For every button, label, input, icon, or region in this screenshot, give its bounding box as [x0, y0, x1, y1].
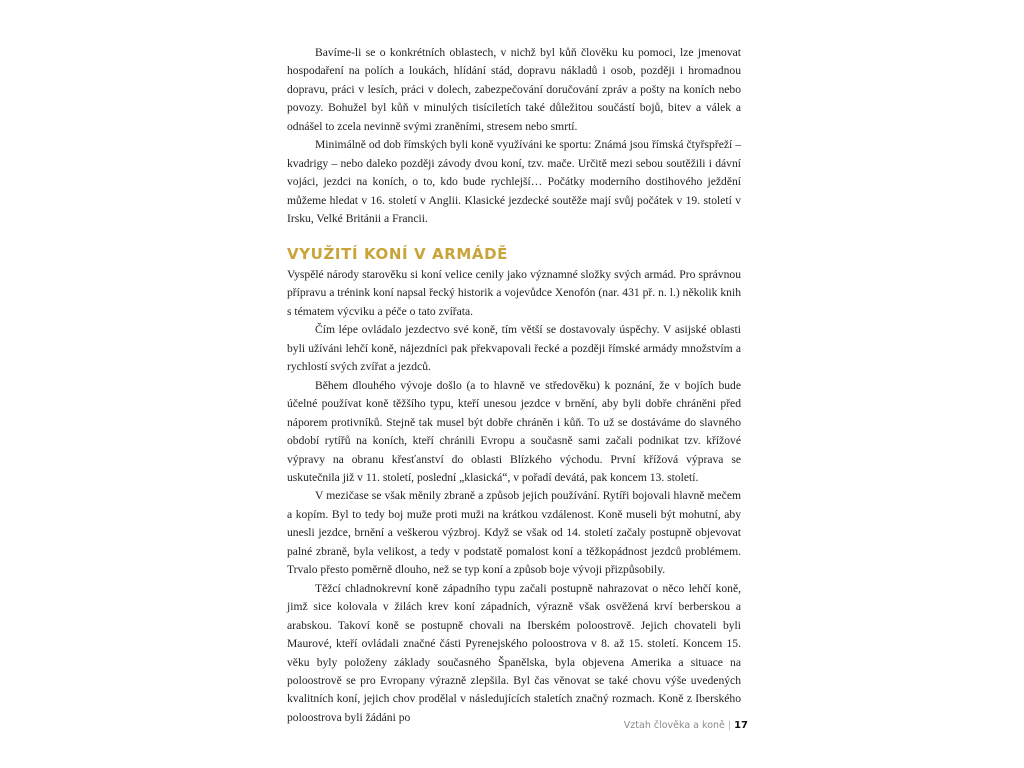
page-number: 17	[734, 720, 748, 731]
paragraph: Těžcí chladnokrevní koně západního typu začali postupně nahrazovat o něco lehčí koně, jimž sice kolovala v žilách krev koní západních, výrazně však osvěžená krví berberskou a arabskou. Takoví koně se postupně chovali na Iberském poloostrově. Jejich chovateli byli Maurové, kteří ovládali značné části Pyrenejského poloostrova v 8. až 15. století. Koncem 15. věku byly položeny základy současného Španělska, byla objevena Amerika a situace na poloostrově se pro Evropany výrazně zlepšila. Byl čas věnovat se také chovu výše uvedených kvalitních koní, jejich chov prodělal v následujících staletích značný rozmach. Koně z Iberského poloostrova byli žádáni po	[287, 581, 741, 724]
paragraph: Bavíme-li se o konkrétních oblastech, v nichž byl kůň člověku ku pomoci, lze jmenovat hospodaření na polích a loukách, hlídání stád, dopravu nákladů i osob, později i hromadnou dopravu, práci v lesích, práci v dolech, zabezpečování doručování zpráv a pošty na koních nebo povozy. Bohužel byl kůň v minulých tisíciletích také důležitou součástí bojů, bitev a válek a odnášel to zcela nevinně svými zraněními, stresem nebo smrtí.	[287, 46, 741, 133]
paragraph: Čím lépe ovládalo jezdectvo své koně, tím větší se dostavovaly úspěchy. V asijské oblasti byli užíváni lehčí koně, nájezdníci pak překvapovali řecké a později římské armády množstvím a rychlostí svých zvířat a jezdců.	[287, 323, 741, 374]
chapter-title: Vztah člověka a koně	[623, 720, 725, 731]
paragraph: Vyspělé národy starověku si koní velice cenily jako významné složky svých armád. Pro správnou přípravu a trénink koní napsal řecký historik a vojevůdce Xenofón (nar. 431 př. n. l.) několik knih s tématem výcviku a péče o tato zvířata.	[287, 268, 741, 318]
intro-text-block	[287, 44, 741, 229]
paragraph: V mezičase se však měnily zbraně a způsob jejich používání. Rytíři bojovali hlavně mečem a kopím. Byl to tedy boj muže proti muži na krátkou vzdálenost. Koně museli být mohutní, aby unesli jezdce, brnění a veškerou výzbroj. Když se však od 14. století začaly postupně objevovat palné zbraně, byla velikost, a tedy v podstatě pomalost koní a těžkopádnost jezdců problémem. Trvalo přesto poměrně dlouho, než se typ koní a způsob boje vývoji přizpůsobily.	[287, 489, 741, 577]
paragraph: Minimálně od dob římských byli koně využíváni ke sportu: Známá jsou římská čtyřspřeží – kvadrigy – nebo daleko později závody dvou koní, tzv. mače. Určitě mezi sebou soutěžili i dávní vojáci, jezdci na koních, o to, kdo bude rychlejší… Počátky moderního dostihového ježdění můžeme hledat v 16. století v Anglii. Klasické jezdecké soutěže mají svůj počátek v 19. století v Irsku, Velké Británii a Francii.	[287, 138, 741, 226]
page-footer	[624, 720, 748, 731]
section-heading: VYUŽITÍ KONÍ V ARMÁDĚ	[287, 245, 509, 263]
paragraph: Během dlouhého vývoje došlo (a to hlavně ve středověku) k poznání, že v bojích bude účelné používat koně těžšího typu, kteří unesou jezdce v brnění, aby byli dobře chráněni před náporem protivníků. Stejně tak musel být dobře chráněn i kůň. To už se dostáváme do slavného období rytířů na koních, kteří chránili Evropu a současně sami začali podnikat tzv. křížové výpravy na obranu křesťanství do oblasti Blízkého východu. První křížová výprava se uskutečnila již v 11. století, poslední „klasická“, v pořadí devátá, pak koncem 13. století.	[287, 378, 741, 484]
footer-separator: |	[727, 720, 732, 731]
section-text-block	[287, 266, 741, 727]
